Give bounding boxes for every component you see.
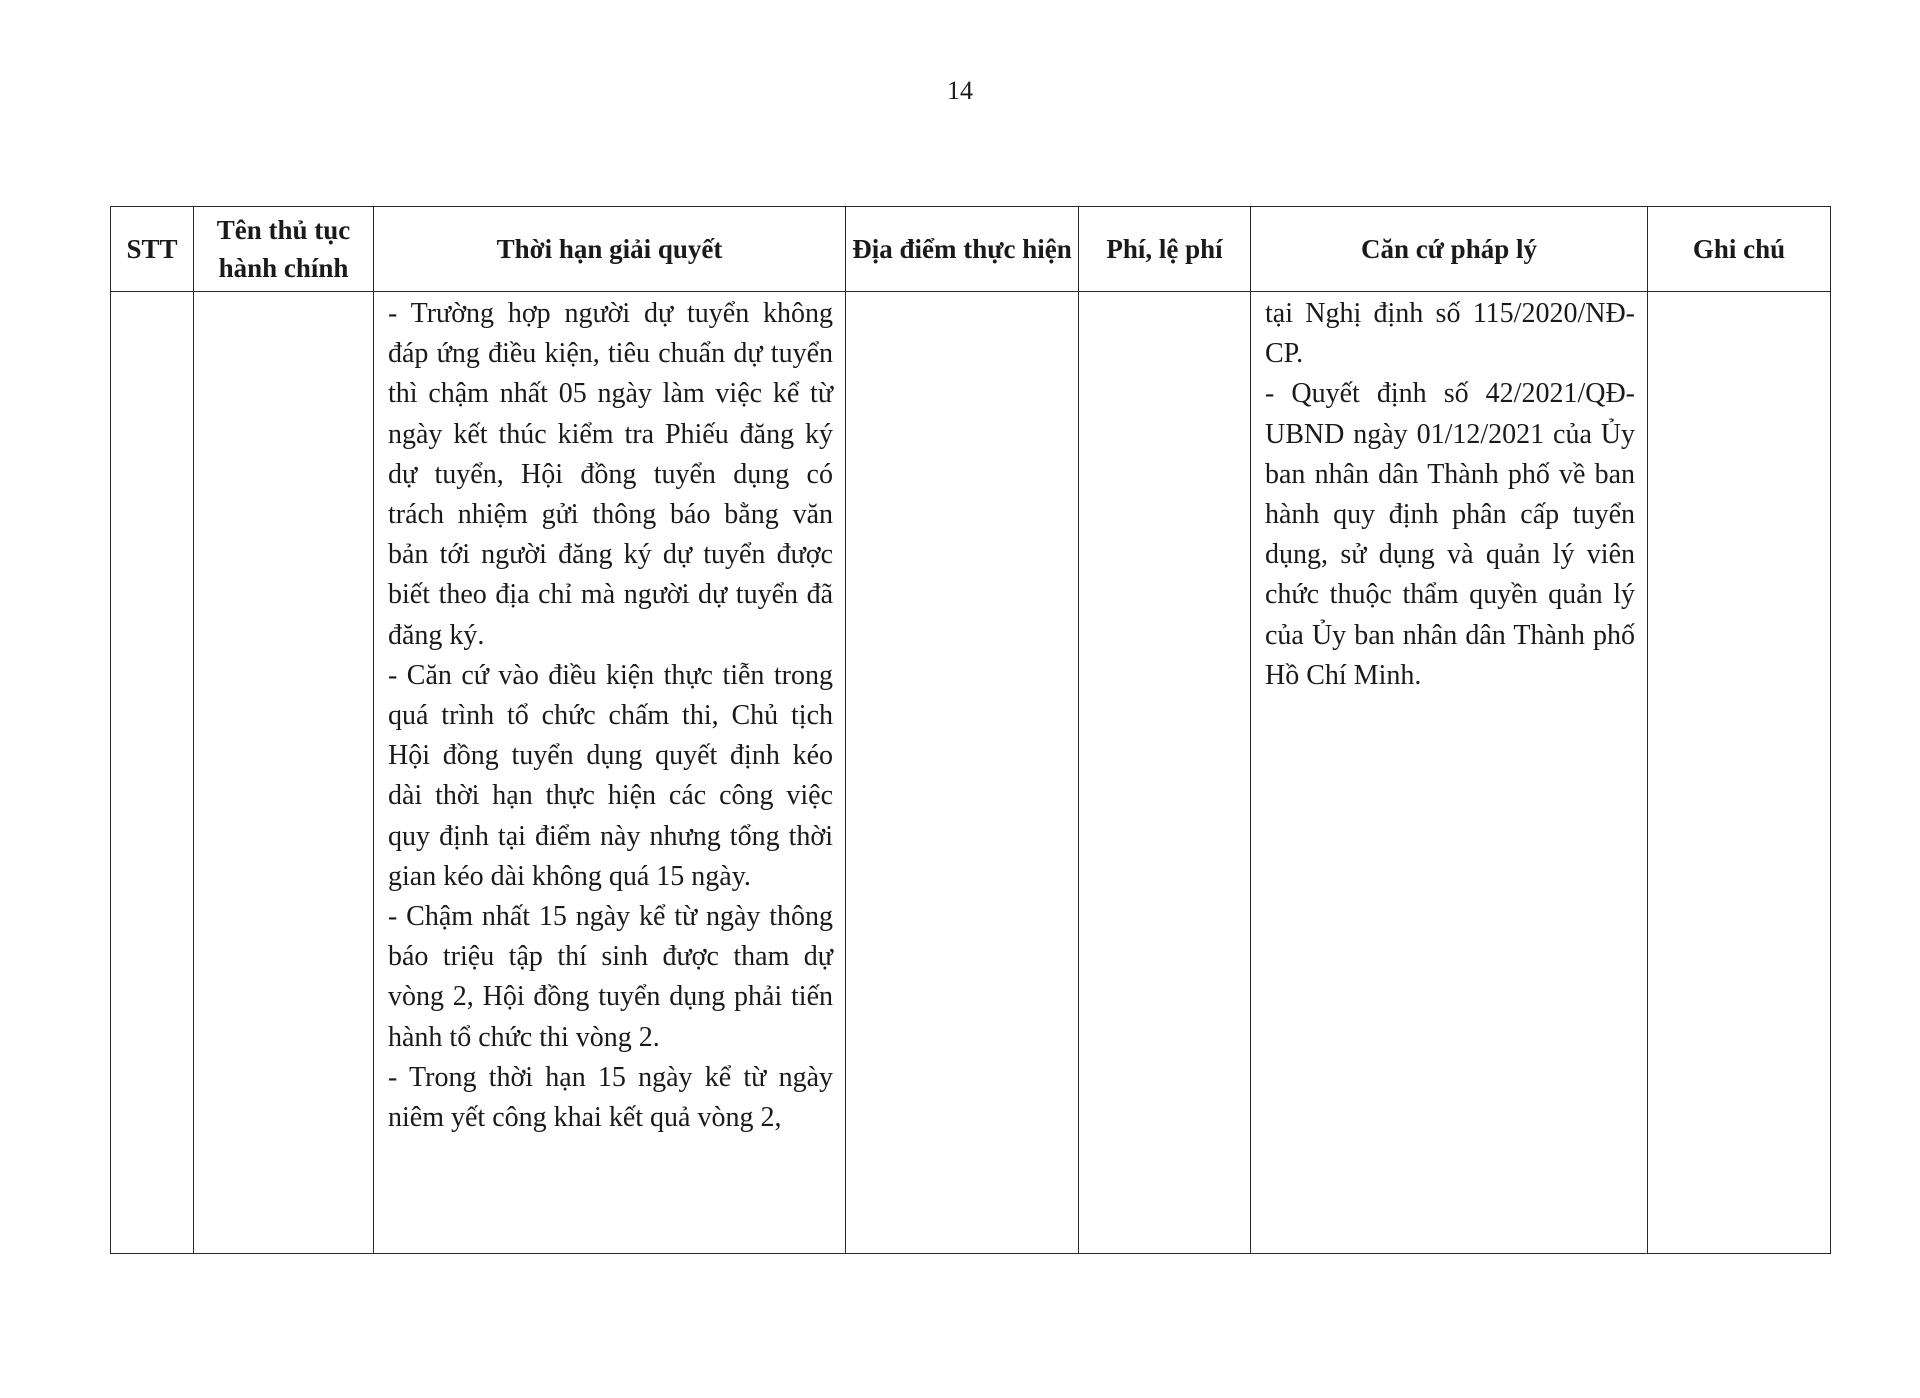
table-row (111, 292, 1831, 1254)
header-location: Địa điểm thực hiện (846, 207, 1079, 292)
cell-legal-basis (1251, 292, 1648, 1254)
processing-time-paragraph: - Trong thời hạn 15 ngày kể từ ngày niêm yết công khai kết quả vòng 2, (388, 1061, 833, 1134)
header-fees: Phí, lệ phí (1079, 207, 1251, 292)
legal-basis-paragraph: tại Nghị định số 115/2020/NĐ-CP. (1265, 298, 1635, 370)
processing-time-paragraph: - Trường hợp người dự tuyển không đáp ứng điều kiện, tiêu chuẩn dự tuyển thì chậm nhất 05 ngày làm việc kể từ ngày kết thúc kiểm tra Phiếu đăng ký dự tuyển, Hội đồng tuyển dụng có trách nhiệm gửi thông báo bằng văn bản tới người đăng ký dự tuyển được biết theo địa chỉ mà người dự tuyển đã đăng ký. (388, 298, 833, 651)
header-notes: Ghi chú (1648, 207, 1831, 292)
processing-time-paragraph: - Căn cứ vào điều kiện thực tiễn trong quá trình tổ chức chấm thi, Chủ tịch Hội đồng tuyển dụng quyết định kéo dài thời hạn thực hiện các công việc quy định tại điểm này nhưng tổng thời gian kéo dài không quá 15 ngày. (388, 659, 833, 892)
page-number: 14 (947, 76, 973, 105)
legal-basis-paragraph: - Quyết định số 42/2021/QĐ-UBND ngày 01/12/2021 của Ủy ban nhân dân Thành phố về ban hành quy định phân cấp tuyển dụng, sử dụng và quản lý viên chức thuộc thẩm quyền quản lý của Ủy ban nhân dân Thành phố Hồ Chí Minh. (1265, 378, 1635, 691)
cell-notes (1648, 292, 1831, 1254)
cell-processing-time (374, 292, 846, 1254)
header-legal-basis: Căn cứ pháp lý (1251, 207, 1648, 292)
cell-location (846, 292, 1079, 1254)
header-stt: STT (111, 207, 194, 292)
processing-time-paragraph: - Chậm nhất 15 ngày kể từ ngày thông báo triệu tập thí sinh được tham dự vòng 2, Hội đồng tuyển dụng phải tiến hành tổ chức thi vòng 2. (388, 901, 833, 1053)
table-header-row (111, 207, 1831, 292)
header-processing-time: Thời hạn giải quyết (374, 207, 846, 292)
procedure-table (110, 206, 1831, 1254)
cell-stt (111, 292, 194, 1254)
header-procedure-name: Tên thủ tục hành chính (194, 207, 374, 292)
cell-procedure-name (194, 292, 374, 1254)
cell-fees (1079, 292, 1251, 1254)
